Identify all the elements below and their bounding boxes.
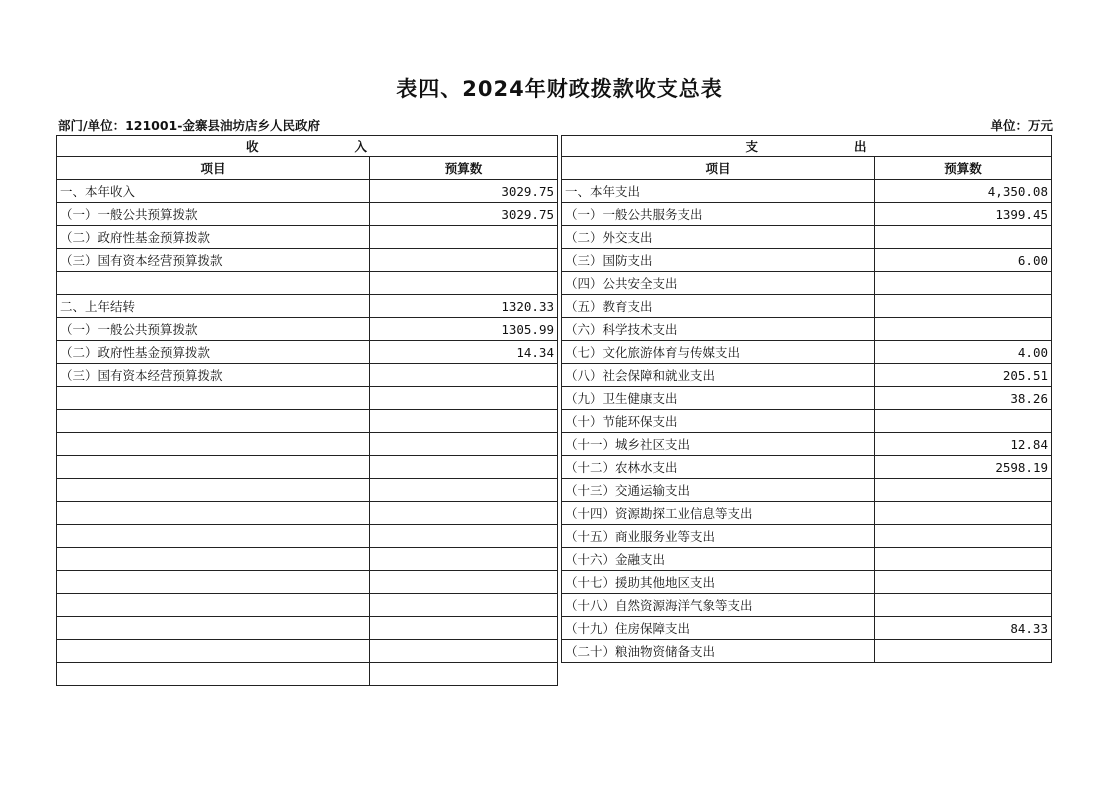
expense-amount-cell <box>875 295 1052 318</box>
expense-amount-cell <box>875 226 1052 249</box>
income-item-cell <box>57 502 370 525</box>
expense-row <box>562 433 1052 456</box>
income-amount-cell <box>370 272 558 295</box>
income-item-cell <box>57 456 370 479</box>
income-item-cell <box>57 548 370 571</box>
income-section-label-a: 收 <box>245 139 260 154</box>
income-row <box>57 548 558 571</box>
income-col-amount: 预算数 <box>370 157 558 180</box>
income-row <box>57 433 558 456</box>
expense-amount-cell <box>875 479 1052 502</box>
expense-item-cell: （十一）城乡社区支出 <box>562 433 875 456</box>
expense-amount-cell: 1399.45 <box>875 203 1052 226</box>
expense-item-cell: （二十）粮油物资储备支出 <box>562 640 875 663</box>
income-amount-cell <box>370 249 558 272</box>
expense-item-cell: （八）社会保障和就业支出 <box>562 364 875 387</box>
expense-item-cell: （十二）农林水支出 <box>562 456 875 479</box>
expense-row <box>562 203 1052 226</box>
income-section-header <box>57 136 558 157</box>
expense-row <box>562 387 1052 410</box>
expense-amount-cell: 205.51 <box>875 364 1052 387</box>
expense-amount-cell: 12.84 <box>875 433 1052 456</box>
expense-item-cell: （七）文化旅游体育与传媒支出 <box>562 341 875 364</box>
income-item-cell <box>57 387 370 410</box>
expense-row <box>562 571 1052 594</box>
income-column-header <box>57 157 558 180</box>
income-amount-cell: 3029.75 <box>370 180 558 203</box>
expense-item-cell: （五）教育支出 <box>562 295 875 318</box>
expense-column-header <box>562 157 1052 180</box>
income-item-cell <box>57 479 370 502</box>
expense-item-cell: （十五）商业服务业等支出 <box>562 525 875 548</box>
income-amount-cell <box>370 663 558 686</box>
department-label: 部门/单位：121001-金寨县油坊店乡人民政府 <box>58 118 320 133</box>
expense-item-cell: （十八）自然资源海洋气象等支出 <box>562 594 875 617</box>
expense-section-cell <box>562 136 1052 157</box>
income-amount-cell <box>370 502 558 525</box>
expense-section-label-a: 支 <box>745 139 759 154</box>
expense-item-cell: （六）科学技术支出 <box>562 318 875 341</box>
income-row <box>57 640 558 663</box>
expense-row <box>562 226 1052 249</box>
income-row <box>57 525 558 548</box>
income-amount-cell <box>370 226 558 249</box>
expense-item-cell: （三）国防支出 <box>562 249 875 272</box>
income-col-item: 项目 <box>57 157 370 180</box>
expense-row <box>562 364 1052 387</box>
expense-amount-cell <box>875 525 1052 548</box>
expense-amount-cell <box>875 594 1052 617</box>
expense-item-cell: （十九）住房保障支出 <box>562 617 875 640</box>
income-amount-cell <box>370 410 558 433</box>
expense-row <box>562 295 1052 318</box>
expense-item-cell: （九）卫生健康支出 <box>562 387 875 410</box>
income-amount-cell: 3029.75 <box>370 203 558 226</box>
unit-label: 单位：万元 <box>990 118 1053 133</box>
income-amount-cell: 1320.33 <box>370 295 558 318</box>
expense-amount-cell: 4,350.08 <box>875 180 1052 203</box>
expense-amount-cell <box>875 410 1052 433</box>
income-item-cell: （一）一般公共预算拨款 <box>57 318 370 341</box>
expense-item-cell: （十六）金融支出 <box>562 548 875 571</box>
expense-amount-cell <box>875 318 1052 341</box>
income-item-cell: 一、本年收入 <box>57 180 370 203</box>
income-row <box>57 594 558 617</box>
expense-section-header <box>562 136 1052 157</box>
expense-amount-cell <box>875 502 1052 525</box>
expense-row <box>562 180 1052 203</box>
expense-row <box>562 479 1052 502</box>
income-item-cell <box>57 617 370 640</box>
income-row <box>57 571 558 594</box>
expense-amount-cell: 6.00 <box>875 249 1052 272</box>
expense-item-cell: （四）公共安全支出 <box>562 272 875 295</box>
income-item-cell <box>57 663 370 686</box>
expense-row <box>562 456 1052 479</box>
income-amount-cell <box>370 571 558 594</box>
income-amount-cell <box>370 640 558 663</box>
expense-section-label-b: 出 <box>854 139 868 154</box>
income-row <box>57 180 558 203</box>
income-item-cell <box>57 594 370 617</box>
income-amount-cell: 14.34 <box>370 341 558 364</box>
expense-amount-cell: 4.00 <box>875 341 1052 364</box>
income-row <box>57 663 558 686</box>
expense-amount-cell: 2598.19 <box>875 456 1052 479</box>
income-item-cell <box>57 410 370 433</box>
income-row <box>57 272 558 295</box>
expense-item-cell: 一、本年支出 <box>562 180 875 203</box>
income-row <box>57 318 558 341</box>
expense-amount-cell <box>875 272 1052 295</box>
income-row <box>57 617 558 640</box>
expense-item-cell: （二）外交支出 <box>562 226 875 249</box>
expense-col-item: 项目 <box>562 157 875 180</box>
income-amount-cell <box>370 364 558 387</box>
income-row <box>57 456 558 479</box>
income-item-cell <box>57 640 370 663</box>
income-item-cell: （三）国有资本经营预算拨款 <box>57 364 370 387</box>
income-amount-cell <box>370 387 558 410</box>
income-row <box>57 502 558 525</box>
income-item-cell: （二）政府性基金预算拨款 <box>57 226 370 249</box>
income-amount-cell <box>370 548 558 571</box>
expense-row <box>562 318 1052 341</box>
income-item-cell: （一）一般公共预算拨款 <box>57 203 370 226</box>
income-amount-cell <box>370 456 558 479</box>
income-amount-cell: 1305.99 <box>370 318 558 341</box>
expense-row <box>562 640 1052 663</box>
expense-item-cell: （一）一般公共服务支出 <box>562 203 875 226</box>
expense-item-cell: （十三）交通运输支出 <box>562 479 875 502</box>
income-section-cell <box>57 136 558 157</box>
expense-table <box>561 135 1052 663</box>
expense-row <box>562 272 1052 295</box>
expense-item-cell: （十四）资源勘探工业信息等支出 <box>562 502 875 525</box>
income-row <box>57 387 558 410</box>
expense-amount-cell <box>875 640 1052 663</box>
income-amount-cell <box>370 433 558 456</box>
expense-row <box>562 410 1052 433</box>
expense-amount-cell <box>875 548 1052 571</box>
income-item-cell <box>57 272 370 295</box>
expense-row <box>562 548 1052 571</box>
income-amount-cell <box>370 525 558 548</box>
income-item-cell <box>57 433 370 456</box>
income-row <box>57 203 558 226</box>
income-item-cell: （三）国有资本经营预算拨款 <box>57 249 370 272</box>
income-amount-cell <box>370 617 558 640</box>
income-item-cell: 二、上年结转 <box>57 295 370 318</box>
expense-amount-cell: 84.33 <box>875 617 1052 640</box>
income-row <box>57 249 558 272</box>
page-title: 表四、2024年财政拨款收支总表 <box>396 77 723 101</box>
expense-row <box>562 502 1052 525</box>
expense-row <box>562 525 1052 548</box>
income-item-cell: （二）政府性基金预算拨款 <box>57 341 370 364</box>
income-row <box>57 479 558 502</box>
expense-amount-cell <box>875 571 1052 594</box>
expense-col-amount: 预算数 <box>875 157 1052 180</box>
income-amount-cell <box>370 594 558 617</box>
income-item-cell <box>57 571 370 594</box>
expense-row <box>562 617 1052 640</box>
income-table <box>56 135 558 686</box>
expense-item-cell: （十）节能环保支出 <box>562 410 875 433</box>
income-row <box>57 410 558 433</box>
income-amount-cell <box>370 479 558 502</box>
expense-item-cell: （十七）援助其他地区支出 <box>562 571 875 594</box>
income-row <box>57 226 558 249</box>
income-row <box>57 341 558 364</box>
income-row <box>57 364 558 387</box>
expense-row <box>562 249 1052 272</box>
expense-row <box>562 341 1052 364</box>
income-row <box>57 295 558 318</box>
income-section-label-b: 入 <box>354 139 369 154</box>
expense-amount-cell: 38.26 <box>875 387 1052 410</box>
income-item-cell <box>57 525 370 548</box>
expense-row <box>562 594 1052 617</box>
